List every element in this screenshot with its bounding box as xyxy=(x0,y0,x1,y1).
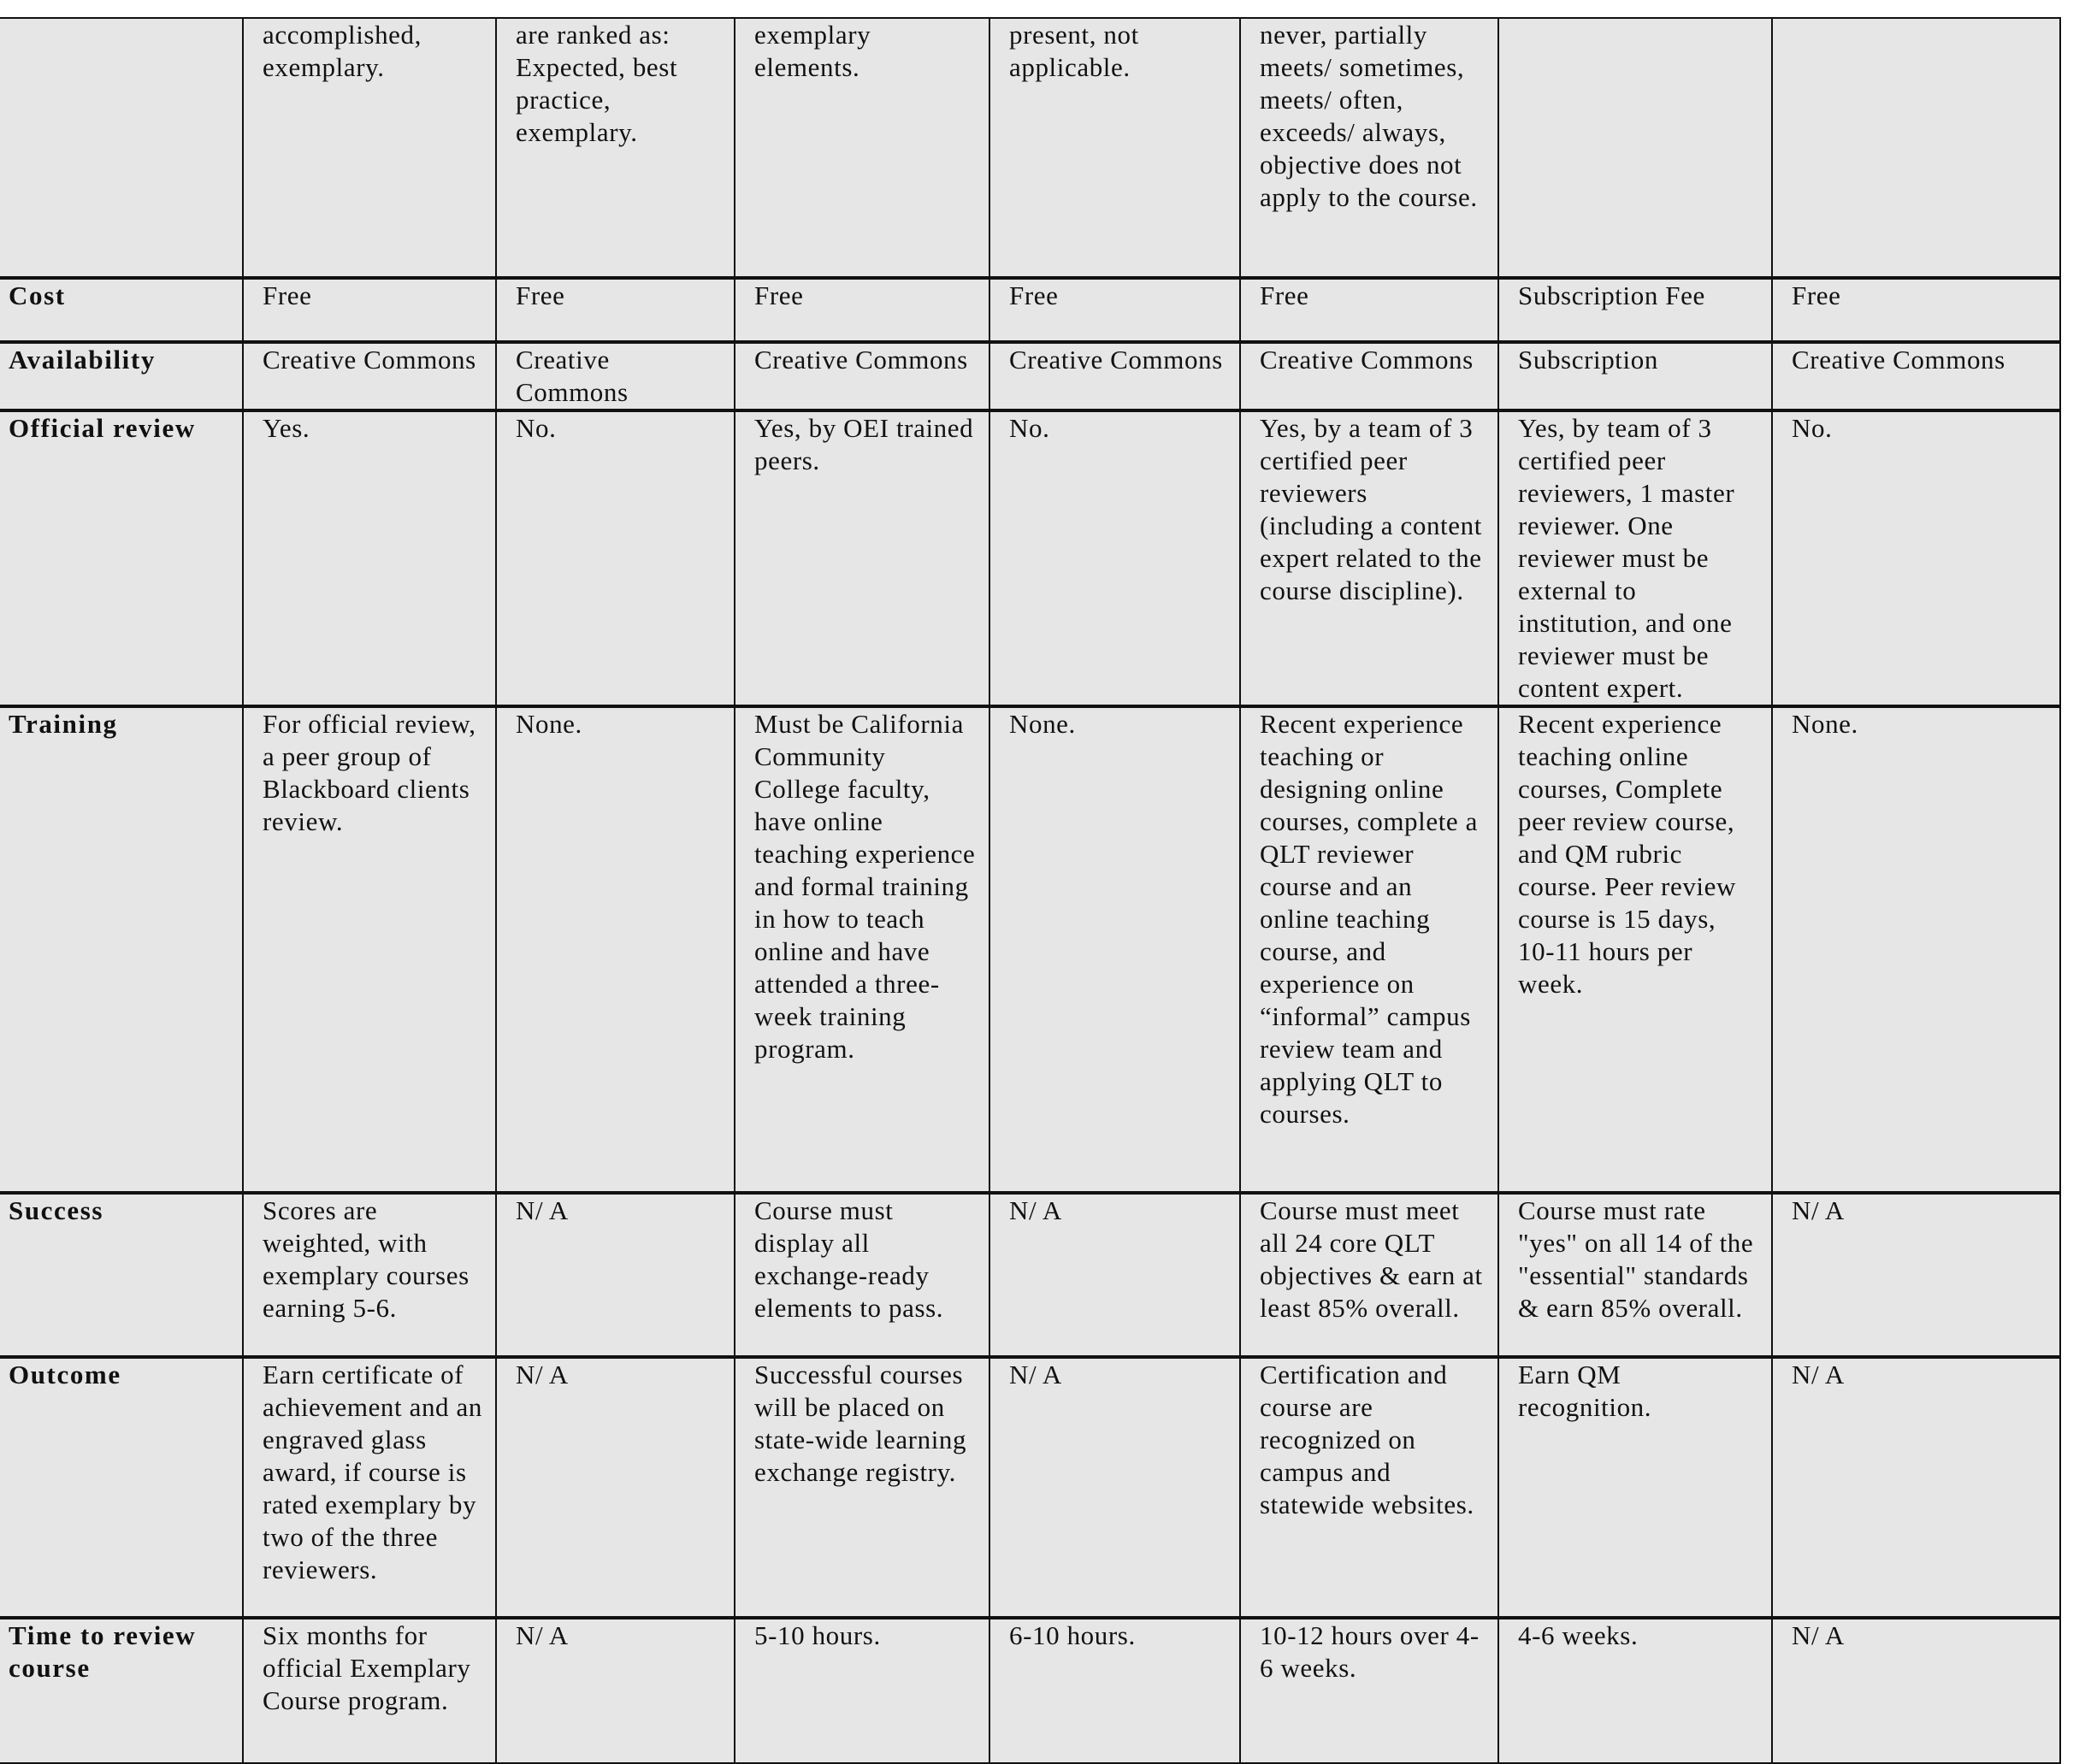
table-cell: Creative Commons xyxy=(735,342,989,410)
table-cell: Free xyxy=(989,278,1240,342)
table-cell: None. xyxy=(989,706,1240,1193)
table-cell: N/ A xyxy=(1772,1618,2060,1763)
table-cell: exemplary elements. xyxy=(735,18,989,278)
table-cell: Creative Commons xyxy=(989,342,1240,410)
table-row-outcome xyxy=(0,1357,2060,1618)
table-cell: Yes, by OEI trained peers. xyxy=(735,410,989,706)
table-row-availability xyxy=(0,342,2060,410)
table-cell: accomplished, exemplary. xyxy=(243,18,496,278)
table-row-official-review xyxy=(0,410,2060,706)
table-cell: Creative Commons xyxy=(1240,342,1498,410)
table-cell: No. xyxy=(496,410,735,706)
table-cell: N/ A xyxy=(1772,1357,2060,1618)
table-cell: For official review, a peer group of Blackboard clients review. xyxy=(243,706,496,1193)
table-cell: Creative Commons xyxy=(243,342,496,410)
table-cell: N/ A xyxy=(496,1193,735,1357)
table-cell: Earn QM recognition. xyxy=(1498,1357,1772,1618)
table-cell: None. xyxy=(1772,706,2060,1193)
table-cell: None. xyxy=(496,706,735,1193)
row-header-success: Success xyxy=(0,1193,243,1357)
table-cell: are ranked as: Expected, best practice, exemplary. xyxy=(496,18,735,278)
table-row-rating-scale xyxy=(0,18,2060,278)
table-cell: N/ A xyxy=(989,1193,1240,1357)
table-cell: Recent experience teaching online courses, Complete peer review course, and QM rubric course. Peer review course is 15 days, 10-11 hours per week. xyxy=(1498,706,1772,1193)
table-cell: N/ A xyxy=(496,1357,735,1618)
table-cell: 10-12 hours over 4-6 weeks. xyxy=(1240,1618,1498,1763)
table-cell: Course must display all exchange-ready elements to pass. xyxy=(735,1193,989,1357)
table-cell: 5-10 hours. xyxy=(735,1618,989,1763)
table-row-success xyxy=(0,1193,2060,1357)
table-cell: Scores are weighted, with exemplary courses earning 5-6. xyxy=(243,1193,496,1357)
table-cell: 6-10 hours. xyxy=(989,1618,1240,1763)
table-cell: Free xyxy=(496,278,735,342)
table-cell: Earn certificate of achievement and an engraved glass award, if course is rated exemplary by two of the three reviewers. xyxy=(243,1357,496,1618)
table-cell: Course must meet all 24 core QLT objectives & earn at least 85% overall. xyxy=(1240,1193,1498,1357)
table-cell: Creative Commons xyxy=(496,342,735,410)
table-cell: Free xyxy=(1772,278,2060,342)
table-cell: No. xyxy=(1772,410,2060,706)
table-cell: 4-6 weeks. xyxy=(1498,1618,1772,1763)
row-header-availability: Availability xyxy=(0,342,243,410)
row-header-time-to-review: Time to review course xyxy=(0,1618,243,1763)
table-row-cost xyxy=(0,278,2060,342)
table-cell: Certification and course are recognized on campus and statewide websites. xyxy=(1240,1357,1498,1618)
table-cell: N/ A xyxy=(989,1357,1240,1618)
table-cell: Successful courses will be placed on state-wide learning exchange registry. xyxy=(735,1357,989,1618)
table-cell: Subscription Fee xyxy=(1498,278,1772,342)
table-cell: No. xyxy=(989,410,1240,706)
table-cell: Subscription xyxy=(1498,342,1772,410)
row-header-outcome: Outcome xyxy=(0,1357,243,1618)
table-cell: Free xyxy=(243,278,496,342)
table-cell: Yes. xyxy=(243,410,496,706)
rubric-comparison-table xyxy=(0,17,2061,1764)
table-cell: Yes, by team of 3 certified peer reviewers, 1 master reviewer. One reviewer must be external to institution, and one reviewer must be content expert. xyxy=(1498,410,1772,706)
row-header-official-review: Official review xyxy=(0,410,243,706)
table-cell: Creative Commons xyxy=(1772,342,2060,410)
table-cell xyxy=(1772,18,2060,278)
table-cell: Free xyxy=(735,278,989,342)
table-row-training xyxy=(0,706,2060,1193)
table-cell: never, partially meets/ sometimes, meets/ often, exceeds/ always, objective does not apply to the course. xyxy=(1240,18,1498,278)
table-cell: Must be California Community College faculty, have online teaching experience and formal training in how to teach online and have attended a three-week training program. xyxy=(735,706,989,1193)
table-cell: N/ A xyxy=(1772,1193,2060,1357)
table-cell xyxy=(1498,18,1772,278)
table-cell: Free xyxy=(1240,278,1498,342)
table-row-time-to-review xyxy=(0,1618,2060,1763)
table-cell: Recent experience teaching or designing online courses, complete a QLT reviewer course and an online teaching course, and experience on “informal” campus review team and applying QLT to courses. xyxy=(1240,706,1498,1193)
table-cell: Six months for official Exemplary Course program. xyxy=(243,1618,496,1763)
row-header-training: Training xyxy=(0,706,243,1193)
table-cell: Course must rate "yes" on all 14 of the "essential" standards & earn 85% overall. xyxy=(1498,1193,1772,1357)
table-cell: Yes, by a team of 3 certified peer reviewers (including a content expert related to the course discipline). xyxy=(1240,410,1498,706)
table-cell: N/ A xyxy=(496,1618,735,1763)
table-cell: present, not applicable. xyxy=(989,18,1240,278)
row-header-cost: Cost xyxy=(0,278,243,342)
row-header xyxy=(0,18,243,278)
